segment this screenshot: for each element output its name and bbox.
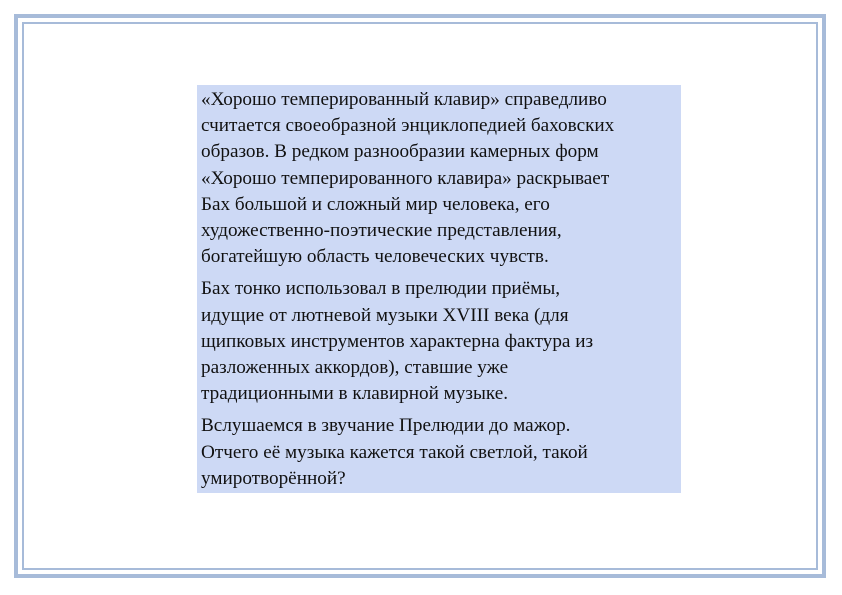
text-box [197,85,681,493]
paragraph-prelude-question: Вслушаемся в звучание Прелюдии до мажор. Отчего её музыка кажется такой светлой, такой умиротворённой? [201,415,588,489]
paragraph-lute-techniques: Бах тонко использовал в прелюдии приёмы, идущие от лютневой музыки XVIII века (для щипковых инструментов характерна фактура из разложенных аккордов), ставшие уже традиционными в клавирной музыке. [201,278,594,405]
paragraph-clavier-intro: «Хорошо темперированный клавир» справедливо считается своеобразной энциклопедией баховских образов. В редком разнообразии камерных форм «Хорошо темперированного клавира» раскрывает Бах большой и сложный мир человека, его художественно-поэтические представления, богатейшую область человеческих чувств. [201,89,615,268]
